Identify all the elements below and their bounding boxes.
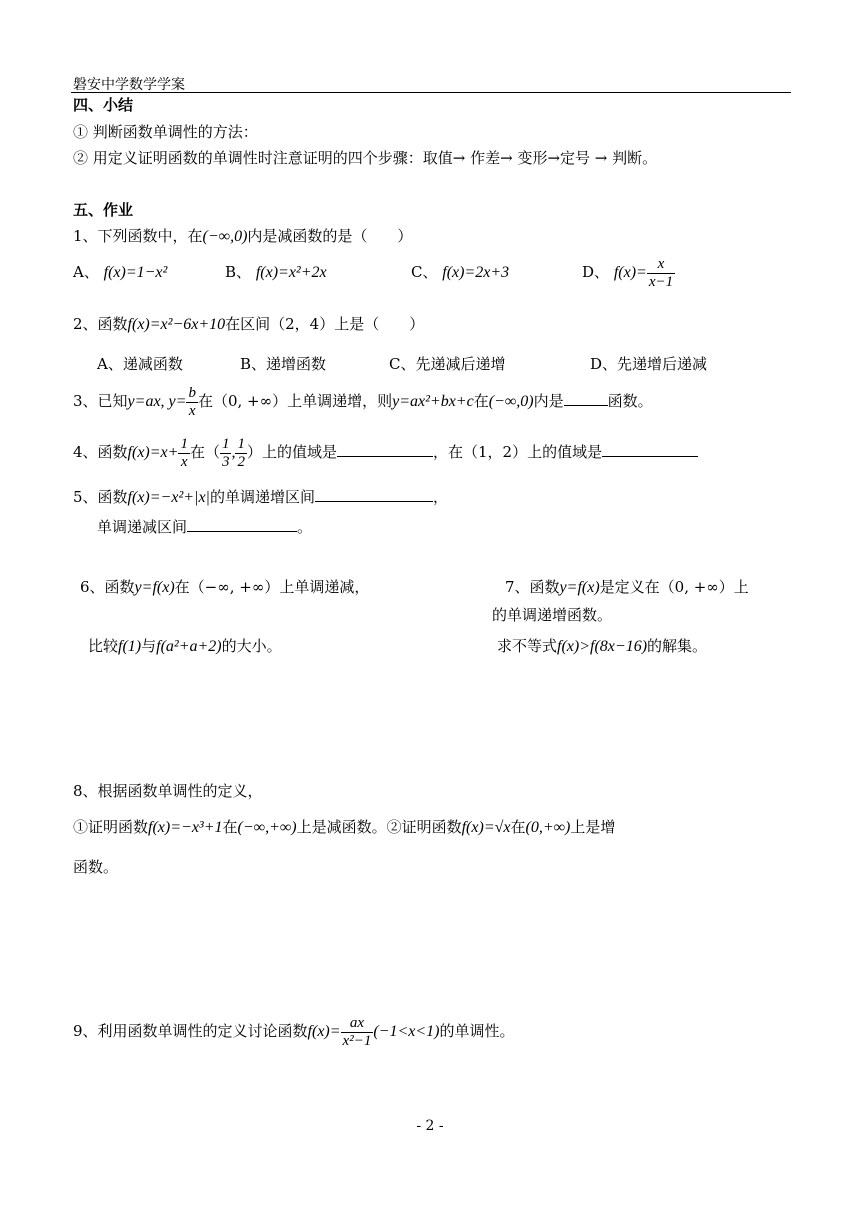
q6-math1: y=f(x) bbox=[134, 579, 175, 596]
q1-option-d-lhs: f(x)= bbox=[613, 264, 647, 281]
q1-option-c-math: f(x)=2x+3 bbox=[442, 264, 510, 281]
section5-title: 五、作业 bbox=[73, 201, 134, 219]
q3-answer-blank[interactable] bbox=[564, 391, 608, 406]
q1-option-b bbox=[225, 262, 327, 283]
q1-option-b-label: B、 bbox=[225, 263, 252, 281]
header-school: 磐安中学数学学案 bbox=[73, 77, 185, 93]
q9-numerator: ax bbox=[349, 1014, 365, 1031]
q5-decreasing-blank[interactable] bbox=[187, 517, 297, 532]
q4-left-numerator: 1 bbox=[221, 435, 230, 452]
q4-math1: f(x)=x+ bbox=[127, 444, 179, 461]
q5-line2 bbox=[97, 517, 312, 537]
q7-math2: f(x)>f(8x−16) bbox=[557, 638, 648, 655]
page-number: - 2 - bbox=[416, 1118, 444, 1134]
q8-c: 上是减函数。②证明函数 bbox=[296, 818, 462, 836]
q7-c: 求不等式 bbox=[497, 637, 558, 655]
q1-stem-b: 内是减函数的是（ ） bbox=[247, 227, 413, 245]
q3-b: 在（0, +∞）上单调递增，则 bbox=[197, 392, 393, 410]
q9-a: 9、利用函数单调性的定义讨论函数 bbox=[73, 1022, 308, 1040]
q4-comma: , bbox=[231, 444, 236, 461]
q6-b: 在（−∞, +∞）上单调递减， bbox=[174, 578, 370, 596]
q5-increasing-blank[interactable] bbox=[315, 487, 433, 502]
q4-left-denominator: 3 bbox=[221, 453, 230, 470]
section4-item2: ② 用定义证明函数的单调性时注意证明的四个步骤：取值→ 作差→ 变形→定号 → 判断。 bbox=[73, 149, 658, 167]
q2-option-b: B、递增函数 bbox=[240, 355, 327, 373]
q1-option-a-label: A、 bbox=[73, 263, 99, 281]
q7-line1 bbox=[505, 577, 749, 598]
q6-d: 与 bbox=[141, 637, 157, 655]
q1-option-d-numerator: x bbox=[657, 255, 665, 272]
q4-right-denominator: 2 bbox=[237, 453, 245, 470]
q8-line2 bbox=[73, 817, 615, 838]
q2-stem-a: 2、函数 bbox=[73, 315, 128, 333]
q5-c: ， bbox=[432, 488, 448, 506]
q4-answer-blank-2[interactable] bbox=[602, 442, 698, 457]
q4-fraction bbox=[178, 436, 190, 471]
q4-b: 在（ bbox=[189, 443, 220, 461]
q2-option-d: D、先递增后递减 bbox=[590, 355, 708, 373]
q2-stem-math: f(x)=x²−6x+10 bbox=[127, 316, 226, 333]
q9 bbox=[73, 1011, 515, 1052]
q1-option-d-denominator: x−1 bbox=[648, 273, 674, 290]
q4-d: ，在（1，2）上的值域是 bbox=[432, 443, 603, 461]
q3-math1: y=ax, y= bbox=[127, 393, 187, 410]
q1-option-a bbox=[73, 262, 167, 283]
q6-math3: f(a²+a+2) bbox=[156, 638, 222, 655]
q4-fraction-right bbox=[235, 436, 247, 471]
q8-math3: f(x)=√x bbox=[461, 819, 511, 836]
q1-option-d-fraction bbox=[647, 256, 675, 291]
q5-a: 5、函数 bbox=[73, 488, 128, 506]
q1-stem-math: (−∞,0) bbox=[202, 228, 248, 245]
q9-denominator: x²−1 bbox=[342, 1032, 372, 1049]
q6-line2 bbox=[88, 636, 282, 657]
q2-stem bbox=[73, 314, 424, 335]
q3-fraction bbox=[186, 385, 198, 420]
q8-b: 在 bbox=[222, 818, 238, 836]
q2-option-a: A、递减函数 bbox=[97, 355, 183, 373]
q6-c: 比较 bbox=[88, 637, 119, 655]
q5-b: 的单调递增区间 bbox=[209, 488, 315, 506]
q1-stem bbox=[73, 226, 412, 247]
q3-a: 3、已知 bbox=[73, 392, 128, 410]
q7-line3 bbox=[497, 636, 707, 657]
q7-b: 是定义在（0, +∞）上 bbox=[599, 578, 749, 596]
q8-d: 在 bbox=[510, 818, 526, 836]
section4-item1: ① 判断函数单调性的方法： bbox=[73, 123, 258, 141]
q6-a: 6、函数 bbox=[80, 578, 135, 596]
q3-numerator: b bbox=[188, 384, 196, 401]
q5-line2-text: 单调递减区间 bbox=[97, 518, 188, 536]
q1-stem-a: 1、下列函数中，在 bbox=[73, 227, 203, 245]
q7-math1: y=f(x) bbox=[559, 579, 600, 596]
q7-line2: 的单调递增函数。 bbox=[492, 606, 613, 624]
q7-d: 的解集。 bbox=[647, 637, 708, 655]
q3-c: 在 bbox=[473, 392, 489, 410]
q4-a: 4、函数 bbox=[73, 443, 128, 461]
q2-stem-b: 在区间（2，4）上是（ ） bbox=[225, 315, 425, 333]
q6-e: 的大小。 bbox=[221, 637, 282, 655]
q4-numerator: 1 bbox=[180, 435, 188, 452]
q3 bbox=[73, 381, 653, 422]
q8-math2: (−∞,+∞) bbox=[237, 819, 297, 836]
q9-fraction bbox=[341, 1015, 374, 1050]
q7-a: 7、函数 bbox=[505, 578, 560, 596]
q4 bbox=[73, 432, 698, 473]
q6-line1 bbox=[80, 577, 369, 598]
q3-e: 函数。 bbox=[607, 392, 653, 410]
q4-right-numerator: 1 bbox=[237, 435, 245, 452]
q3-math3: (−∞,0) bbox=[488, 393, 534, 410]
q9-math1: f(x)= bbox=[307, 1023, 341, 1040]
q5-math: f(x)=−x²+|x| bbox=[127, 489, 210, 506]
q4-fraction-left bbox=[220, 436, 232, 471]
q3-denominator: x bbox=[186, 402, 198, 420]
q3-d: 内是 bbox=[533, 392, 564, 410]
q2-option-c: C、先递减后递增 bbox=[389, 355, 506, 373]
q8-e: 上是增 bbox=[570, 818, 616, 836]
section4-title: 四、小结 bbox=[73, 96, 134, 114]
q1-option-b-math: f(x)=x²+2x bbox=[255, 264, 327, 281]
q4-answer-blank-1[interactable] bbox=[337, 442, 433, 457]
q1-option-a-math: f(x)=1−x² bbox=[103, 264, 168, 281]
q1-option-c bbox=[411, 262, 509, 283]
q1-option-d-label: D、 bbox=[582, 263, 610, 281]
q9-math2: (−1<x<1) bbox=[373, 1023, 440, 1040]
q6-math2: f(1) bbox=[118, 638, 142, 655]
q1-option-c-label: C、 bbox=[411, 263, 438, 281]
q4-denominator: x bbox=[178, 453, 190, 471]
q8-line1: 8、根据函数单调性的定义， bbox=[73, 782, 263, 800]
q8-math1: f(x)=−x³+1 bbox=[148, 819, 223, 836]
q9-b: 的单调性。 bbox=[439, 1022, 515, 1040]
header-rule bbox=[71, 92, 791, 93]
q3-math2: y=ax²+bx+c bbox=[392, 393, 474, 410]
q1-option-d bbox=[582, 252, 675, 293]
q8-math4: (0,+∞) bbox=[525, 819, 571, 836]
q5-line1 bbox=[73, 487, 448, 508]
q8-line3: 函数。 bbox=[73, 858, 119, 876]
q8-a: ①证明函数 bbox=[73, 818, 149, 836]
q5-end: 。 bbox=[297, 518, 313, 536]
q4-c: ）上的值域是 bbox=[246, 443, 337, 461]
